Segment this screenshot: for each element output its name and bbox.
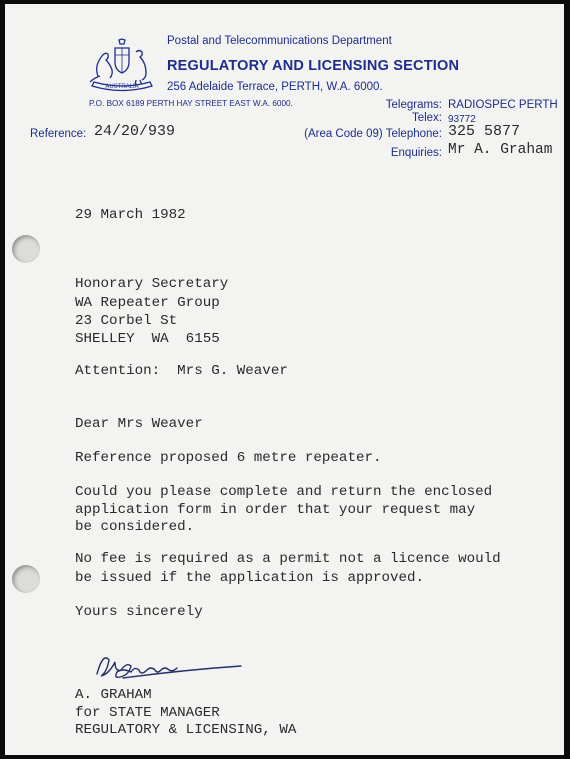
- signatory-line: A. GRAHAM: [75, 687, 152, 703]
- paragraph-line: application form in order that your request may: [75, 502, 476, 518]
- salutation: Dear Mrs Weaver: [75, 416, 203, 432]
- paragraph-line: be considered.: [75, 519, 195, 535]
- po-box-address: P.O. BOX 6189 PERTH HAY STREET EAST W.A. 6000.: [89, 99, 293, 108]
- letter-date: 29 March 1982: [75, 207, 186, 223]
- paragraph-line: No fee is required as a permit not a licence would: [75, 551, 501, 567]
- telegrams-label: Telegrams:: [385, 99, 442, 111]
- punch-hole-bottom: [12, 565, 40, 593]
- telegrams-value: RADIOSPEC PERTH: [448, 99, 558, 111]
- telephone-label: (Area Code 09) Telephone:: [304, 128, 442, 140]
- telephone-value: 325 5877: [448, 123, 521, 140]
- paragraph-line: be issued if the application is approved.: [75, 570, 425, 586]
- signatory-line: REGULATORY & LICENSING, WA: [75, 722, 297, 738]
- telex-label: Telex:: [411, 112, 442, 124]
- recipient-line: WA Repeater Group: [75, 295, 220, 311]
- section-address: 256 Adelaide Terrace, PERTH, W.A. 6000.: [167, 81, 383, 93]
- closing: Yours sincerely: [75, 604, 203, 620]
- reference-value: 24/20/939: [94, 123, 176, 140]
- telex-value: 93772: [448, 114, 476, 125]
- attention-line: Attention: Mrs G. Weaver: [75, 363, 288, 379]
- paragraph-line: Reference proposed 6 metre repeater.: [75, 450, 382, 466]
- reference-label: Reference:: [30, 128, 87, 140]
- enquiries-value: Mr A. Graham: [448, 142, 553, 158]
- handwritten-signature: [93, 644, 248, 686]
- paragraph-line: Could you please complete and return the enclosed: [75, 484, 493, 500]
- punch-hole-top: [12, 235, 40, 263]
- recipient-line: 23 Corbel St: [75, 313, 178, 329]
- recipient-line: SHELLEY WA 6155: [75, 331, 220, 347]
- section-title: REGULATORY AND LICENSING SECTION: [167, 58, 460, 74]
- crest-label: AUSTRALIA: [105, 84, 139, 90]
- department-name: Postal and Telecommunications Department: [167, 35, 392, 47]
- letter-page: [5, 4, 564, 755]
- signatory-line: for STATE MANAGER: [75, 705, 220, 721]
- recipient-line: Honorary Secretary: [75, 276, 229, 292]
- coat-of-arms-crest: [86, 38, 158, 94]
- enquiries-label: Enquiries:: [390, 147, 442, 159]
